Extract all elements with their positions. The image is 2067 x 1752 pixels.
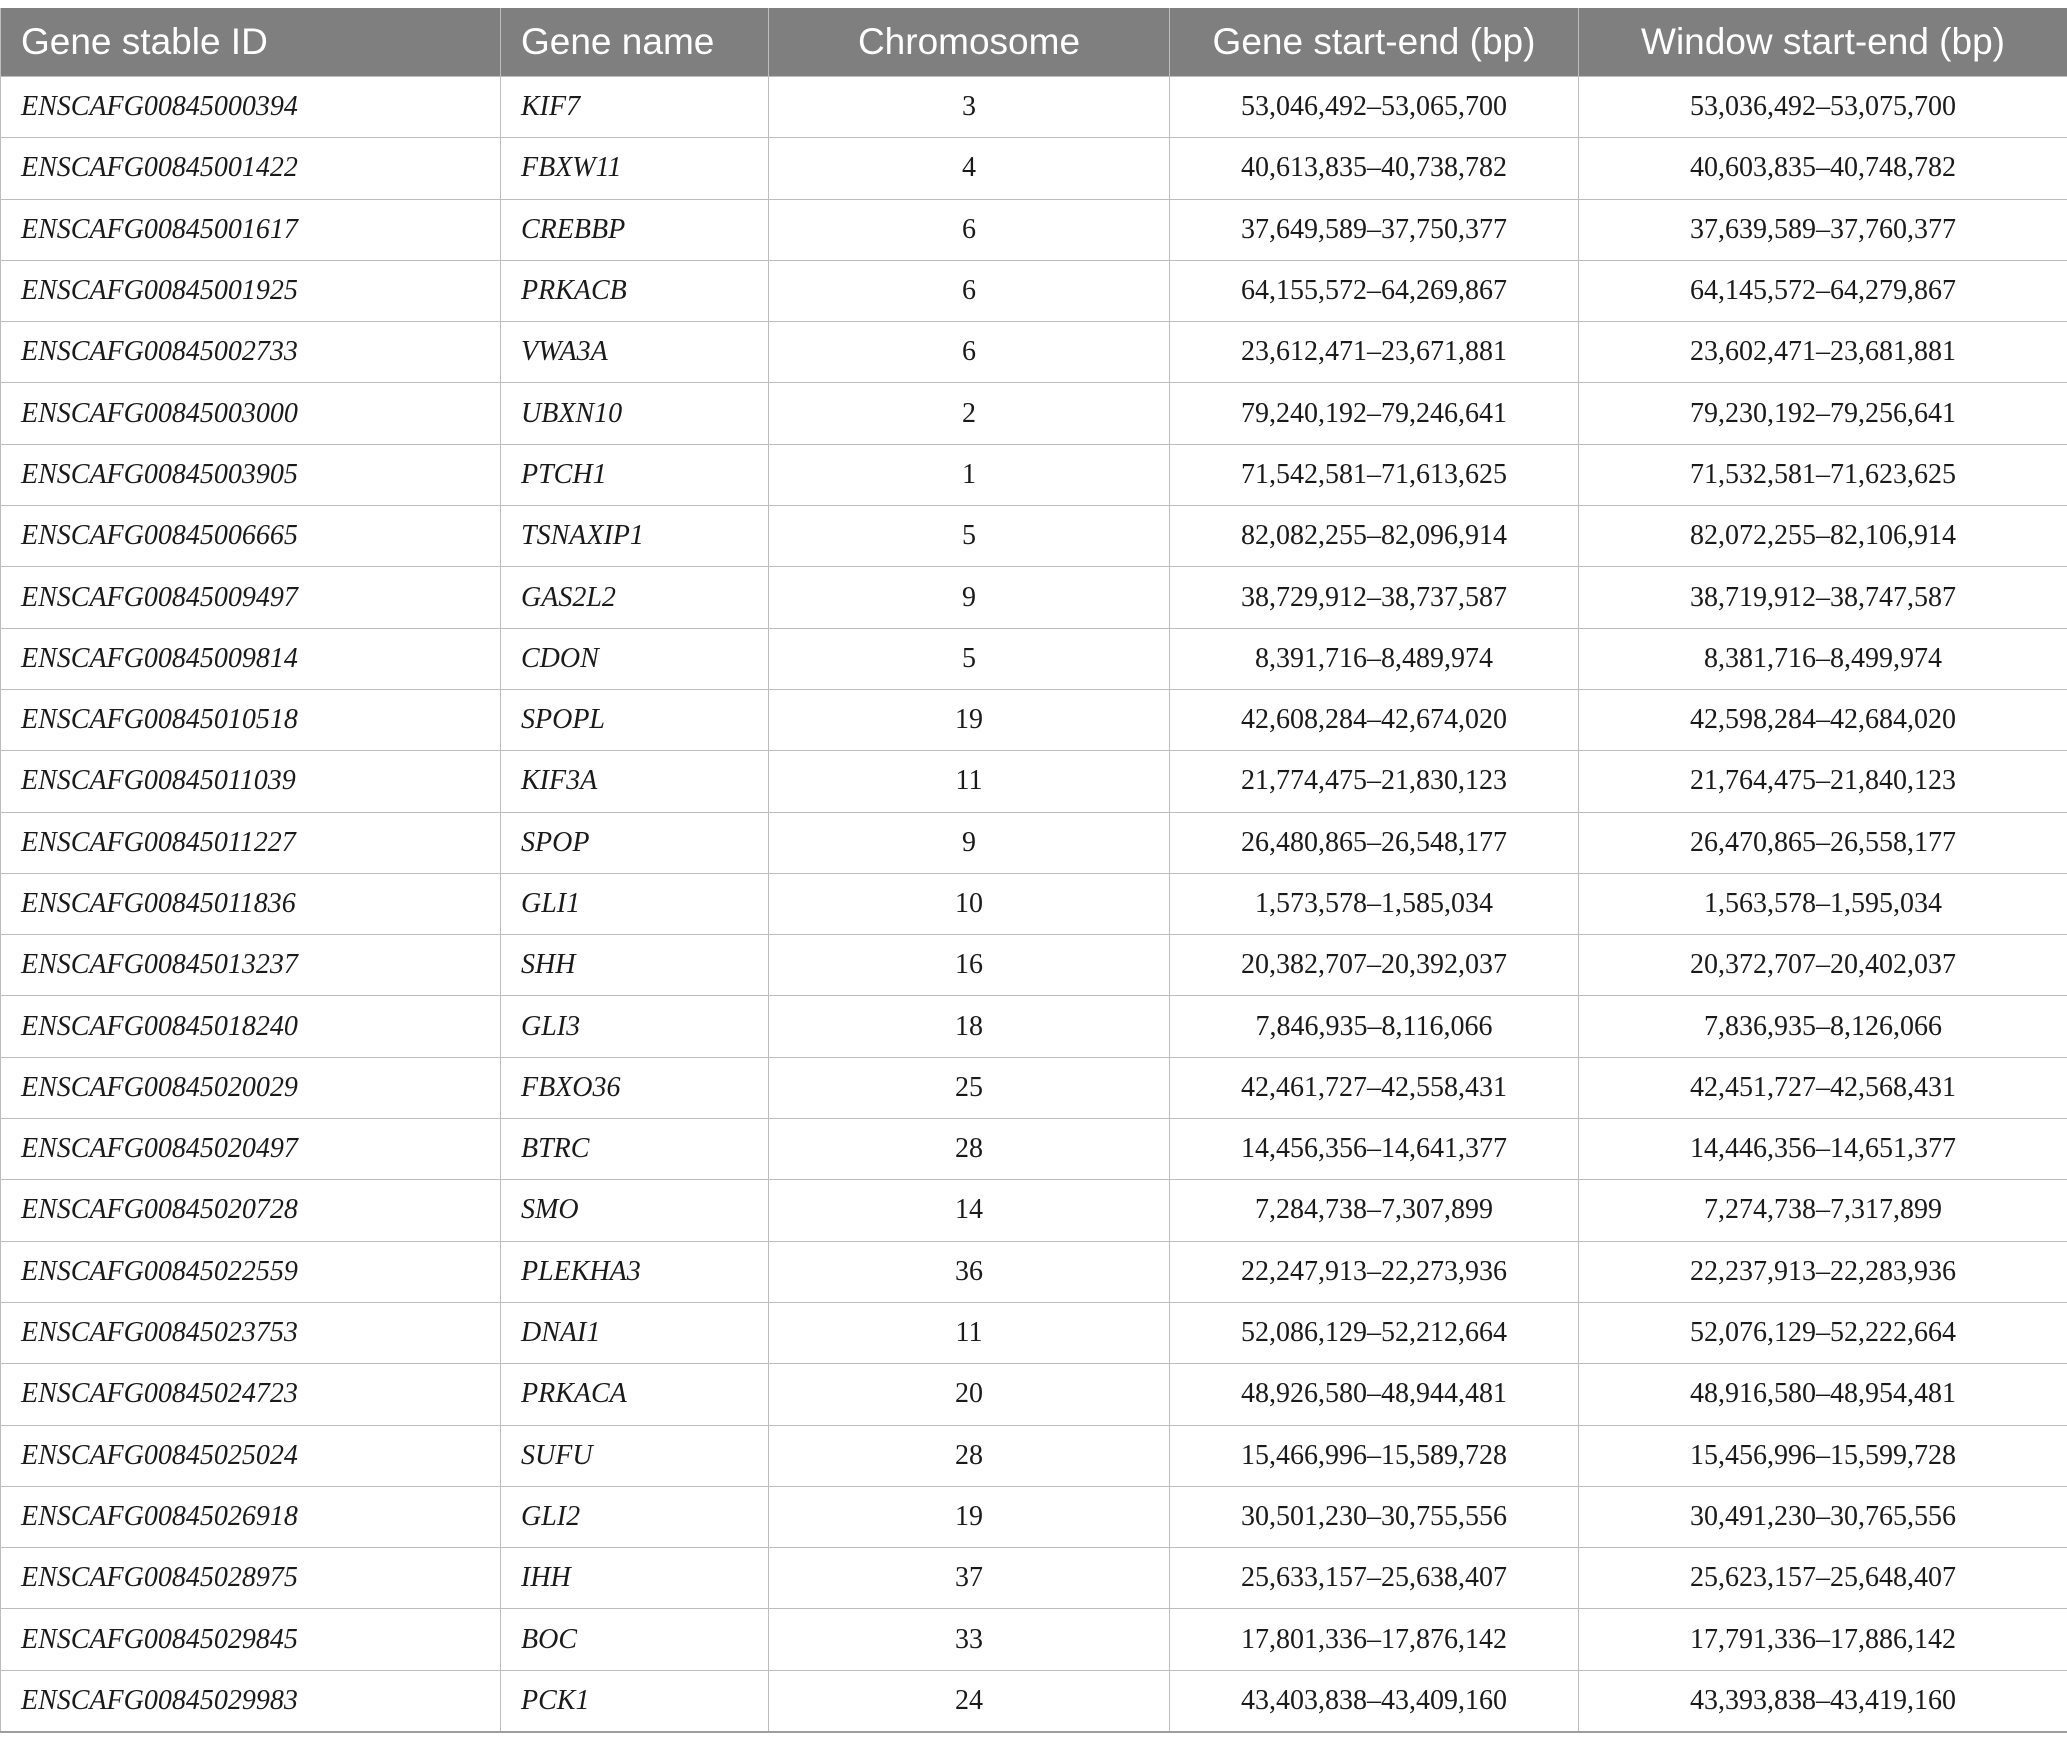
table-row <box>1 1302 2067 1363</box>
cell-chromosome: 33 <box>769 1609 1170 1670</box>
cell-gene-start-end: 1,573,578–1,585,034 <box>1170 873 1579 934</box>
cell-window-start-end: 37,639,589–37,760,377 <box>1579 199 2067 260</box>
cell-gene-stable-id: ENSCAFG00845018240 <box>1 996 501 1057</box>
cell-window-start-end: 43,393,838–43,419,160 <box>1579 1670 2067 1732</box>
cell-gene-stable-id: ENSCAFG00845029983 <box>1 1670 501 1732</box>
column-header-gene-start-end: Gene start-end (bp) <box>1170 8 1579 77</box>
cell-gene-start-end: 42,461,727–42,558,431 <box>1170 1057 1579 1118</box>
cell-gene-name: UBXN10 <box>501 383 769 444</box>
cell-gene-stable-id: ENSCAFG00845024723 <box>1 1364 501 1425</box>
cell-gene-stable-id: ENSCAFG00845001617 <box>1 199 501 260</box>
cell-gene-stable-id: ENSCAFG00845009497 <box>1 567 501 628</box>
cell-chromosome: 19 <box>769 689 1170 750</box>
cell-gene-stable-id: ENSCAFG00845023753 <box>1 1302 501 1363</box>
cell-chromosome: 6 <box>769 322 1170 383</box>
cell-gene-name: IHH <box>501 1548 769 1609</box>
cell-window-start-end: 53,036,492–53,075,700 <box>1579 77 2067 138</box>
cell-window-start-end: 40,603,835–40,748,782 <box>1579 138 2067 199</box>
table-row <box>1 1609 2067 1670</box>
cell-window-start-end: 42,598,284–42,684,020 <box>1579 689 2067 750</box>
cell-window-start-end: 79,230,192–79,256,641 <box>1579 383 2067 444</box>
cell-gene-name: SHH <box>501 935 769 996</box>
cell-gene-name: BTRC <box>501 1119 769 1180</box>
cell-gene-name: CREBBP <box>501 199 769 260</box>
cell-gene-stable-id: ENSCAFG00845022559 <box>1 1241 501 1302</box>
cell-gene-start-end: 40,613,835–40,738,782 <box>1170 138 1579 199</box>
table-row <box>1 1486 2067 1547</box>
cell-chromosome: 5 <box>769 628 1170 689</box>
cell-window-start-end: 1,563,578–1,595,034 <box>1579 873 2067 934</box>
table-row <box>1 138 2067 199</box>
table-row <box>1 383 2067 444</box>
cell-gene-start-end: 20,382,707–20,392,037 <box>1170 935 1579 996</box>
cell-gene-start-end: 71,542,581–71,613,625 <box>1170 444 1579 505</box>
cell-chromosome: 1 <box>769 444 1170 505</box>
table-row <box>1 322 2067 383</box>
cell-gene-name: KIF3A <box>501 751 769 812</box>
table-row <box>1 751 2067 812</box>
table-row <box>1 1241 2067 1302</box>
cell-chromosome: 6 <box>769 260 1170 321</box>
cell-gene-name: TSNAXIP1 <box>501 506 769 567</box>
cell-window-start-end: 8,381,716–8,499,974 <box>1579 628 2067 689</box>
cell-window-start-end: 82,072,255–82,106,914 <box>1579 506 2067 567</box>
cell-chromosome: 37 <box>769 1548 1170 1609</box>
cell-gene-stable-id: ENSCAFG00845025024 <box>1 1425 501 1486</box>
cell-gene-stable-id: ENSCAFG00845028975 <box>1 1548 501 1609</box>
cell-gene-stable-id: ENSCAFG00845020728 <box>1 1180 501 1241</box>
cell-window-start-end: 26,470,865–26,558,177 <box>1579 812 2067 873</box>
cell-window-start-end: 42,451,727–42,568,431 <box>1579 1057 2067 1118</box>
cell-window-start-end: 48,916,580–48,954,481 <box>1579 1364 2067 1425</box>
cell-window-start-end: 14,446,356–14,651,377 <box>1579 1119 2067 1180</box>
table-row <box>1 935 2067 996</box>
cell-gene-name: GLI2 <box>501 1486 769 1547</box>
cell-gene-name: BOC <box>501 1609 769 1670</box>
cell-gene-start-end: 8,391,716–8,489,974 <box>1170 628 1579 689</box>
column-header-gene-stable-id: Gene stable ID <box>1 8 501 77</box>
cell-gene-start-end: 37,649,589–37,750,377 <box>1170 199 1579 260</box>
cell-gene-stable-id: ENSCAFG00845000394 <box>1 77 501 138</box>
cell-chromosome: 10 <box>769 873 1170 934</box>
cell-gene-start-end: 79,240,192–79,246,641 <box>1170 383 1579 444</box>
cell-gene-stable-id: ENSCAFG00845003905 <box>1 444 501 505</box>
cell-gene-start-end: 48,926,580–48,944,481 <box>1170 1364 1579 1425</box>
cell-gene-start-end: 30,501,230–30,755,556 <box>1170 1486 1579 1547</box>
cell-window-start-end: 30,491,230–30,765,556 <box>1579 1486 2067 1547</box>
cell-gene-stable-id: ENSCAFG00845010518 <box>1 689 501 750</box>
cell-gene-start-end: 14,456,356–14,641,377 <box>1170 1119 1579 1180</box>
table-row <box>1 506 2067 567</box>
table-row <box>1 77 2067 138</box>
cell-chromosome: 25 <box>769 1057 1170 1118</box>
cell-chromosome: 3 <box>769 77 1170 138</box>
table-row <box>1 567 2067 628</box>
cell-gene-stable-id: ENSCAFG00845020497 <box>1 1119 501 1180</box>
cell-gene-start-end: 21,774,475–21,830,123 <box>1170 751 1579 812</box>
cell-gene-stable-id: ENSCAFG00845011039 <box>1 751 501 812</box>
table-row <box>1 628 2067 689</box>
table-row <box>1 996 2067 1057</box>
table-row <box>1 1548 2067 1609</box>
cell-gene-name: SMO <box>501 1180 769 1241</box>
cell-gene-start-end: 25,633,157–25,638,407 <box>1170 1548 1579 1609</box>
cell-gene-name: FBXW11 <box>501 138 769 199</box>
table-row <box>1 1425 2067 1486</box>
cell-gene-name: GLI1 <box>501 873 769 934</box>
cell-gene-stable-id: ENSCAFG00845020029 <box>1 1057 501 1118</box>
cell-window-start-end: 23,602,471–23,681,881 <box>1579 322 2067 383</box>
column-header-gene-name: Gene name <box>501 8 769 77</box>
cell-gene-name: GLI3 <box>501 996 769 1057</box>
cell-chromosome: 11 <box>769 1302 1170 1363</box>
gene-table-container <box>0 8 2067 1733</box>
gene-table <box>0 8 2067 1733</box>
table-row <box>1 260 2067 321</box>
cell-window-start-end: 17,791,336–17,886,142 <box>1579 1609 2067 1670</box>
table-row <box>1 1670 2067 1732</box>
cell-chromosome: 11 <box>769 751 1170 812</box>
cell-gene-stable-id: ENSCAFG00845009814 <box>1 628 501 689</box>
cell-gene-name: SPOP <box>501 812 769 873</box>
table-body <box>1 77 2067 1733</box>
cell-gene-stable-id: ENSCAFG00845001925 <box>1 260 501 321</box>
cell-gene-name: KIF7 <box>501 77 769 138</box>
cell-gene-start-end: 43,403,838–43,409,160 <box>1170 1670 1579 1732</box>
cell-chromosome: 36 <box>769 1241 1170 1302</box>
cell-window-start-end: 20,372,707–20,402,037 <box>1579 935 2067 996</box>
table-row <box>1 1364 2067 1425</box>
cell-gene-name: DNAI1 <box>501 1302 769 1363</box>
cell-gene-start-end: 26,480,865–26,548,177 <box>1170 812 1579 873</box>
table-row <box>1 444 2067 505</box>
cell-chromosome: 19 <box>769 1486 1170 1547</box>
cell-chromosome: 9 <box>769 812 1170 873</box>
cell-gene-start-end: 17,801,336–17,876,142 <box>1170 1609 1579 1670</box>
cell-gene-start-end: 7,846,935–8,116,066 <box>1170 996 1579 1057</box>
cell-gene-name: PLEKHA3 <box>501 1241 769 1302</box>
cell-chromosome: 6 <box>769 199 1170 260</box>
cell-gene-name: PRKACA <box>501 1364 769 1425</box>
cell-chromosome: 4 <box>769 138 1170 199</box>
cell-chromosome: 16 <box>769 935 1170 996</box>
table-row <box>1 812 2067 873</box>
cell-gene-name: FBXO36 <box>501 1057 769 1118</box>
table-row <box>1 1057 2067 1118</box>
cell-gene-name: GAS2L2 <box>501 567 769 628</box>
cell-chromosome: 2 <box>769 383 1170 444</box>
cell-gene-stable-id: ENSCAFG00845006665 <box>1 506 501 567</box>
table-row <box>1 1180 2067 1241</box>
cell-gene-name: CDON <box>501 628 769 689</box>
cell-gene-start-end: 38,729,912–38,737,587 <box>1170 567 1579 628</box>
cell-gene-name: PCK1 <box>501 1670 769 1732</box>
cell-window-start-end: 52,076,129–52,222,664 <box>1579 1302 2067 1363</box>
table-row <box>1 689 2067 750</box>
cell-gene-start-end: 82,082,255–82,096,914 <box>1170 506 1579 567</box>
cell-chromosome: 18 <box>769 996 1170 1057</box>
cell-chromosome: 20 <box>769 1364 1170 1425</box>
cell-gene-stable-id: ENSCAFG00845002733 <box>1 322 501 383</box>
column-header-window-start-end: Window start-end (bp) <box>1579 8 2067 77</box>
cell-gene-stable-id: ENSCAFG00845001422 <box>1 138 501 199</box>
cell-gene-start-end: 64,155,572–64,269,867 <box>1170 260 1579 321</box>
table-row <box>1 873 2067 934</box>
cell-chromosome: 14 <box>769 1180 1170 1241</box>
cell-gene-stable-id: ENSCAFG00845026918 <box>1 1486 501 1547</box>
table-header <box>1 8 2067 77</box>
cell-gene-name: SUFU <box>501 1425 769 1486</box>
cell-gene-stable-id: ENSCAFG00845011227 <box>1 812 501 873</box>
header-row <box>1 8 2067 77</box>
cell-gene-start-end: 52,086,129–52,212,664 <box>1170 1302 1579 1363</box>
cell-gene-start-end: 53,046,492–53,065,700 <box>1170 77 1579 138</box>
cell-window-start-end: 15,456,996–15,599,728 <box>1579 1425 2067 1486</box>
cell-gene-start-end: 15,466,996–15,589,728 <box>1170 1425 1579 1486</box>
cell-window-start-end: 25,623,157–25,648,407 <box>1579 1548 2067 1609</box>
cell-window-start-end: 7,274,738–7,317,899 <box>1579 1180 2067 1241</box>
cell-chromosome: 24 <box>769 1670 1170 1732</box>
cell-chromosome: 5 <box>769 506 1170 567</box>
cell-gene-start-end: 23,612,471–23,671,881 <box>1170 322 1579 383</box>
cell-window-start-end: 22,237,913–22,283,936 <box>1579 1241 2067 1302</box>
column-header-chromosome: Chromosome <box>769 8 1170 77</box>
cell-gene-stable-id: ENSCAFG00845011836 <box>1 873 501 934</box>
cell-window-start-end: 7,836,935–8,126,066 <box>1579 996 2067 1057</box>
cell-window-start-end: 64,145,572–64,279,867 <box>1579 260 2067 321</box>
cell-window-start-end: 21,764,475–21,840,123 <box>1579 751 2067 812</box>
cell-gene-start-end: 7,284,738–7,307,899 <box>1170 1180 1579 1241</box>
cell-gene-start-end: 42,608,284–42,674,020 <box>1170 689 1579 750</box>
cell-gene-start-end: 22,247,913–22,273,936 <box>1170 1241 1579 1302</box>
table-row <box>1 199 2067 260</box>
cell-gene-name: PTCH1 <box>501 444 769 505</box>
cell-chromosome: 28 <box>769 1119 1170 1180</box>
cell-chromosome: 28 <box>769 1425 1170 1486</box>
cell-gene-stable-id: ENSCAFG00845029845 <box>1 1609 501 1670</box>
cell-gene-name: VWA3A <box>501 322 769 383</box>
cell-chromosome: 9 <box>769 567 1170 628</box>
table-row <box>1 1119 2067 1180</box>
cell-window-start-end: 38,719,912–38,747,587 <box>1579 567 2067 628</box>
cell-window-start-end: 71,532,581–71,623,625 <box>1579 444 2067 505</box>
cell-gene-stable-id: ENSCAFG00845003000 <box>1 383 501 444</box>
cell-gene-name: SPOPL <box>501 689 769 750</box>
cell-gene-stable-id: ENSCAFG00845013237 <box>1 935 501 996</box>
cell-gene-name: PRKACB <box>501 260 769 321</box>
